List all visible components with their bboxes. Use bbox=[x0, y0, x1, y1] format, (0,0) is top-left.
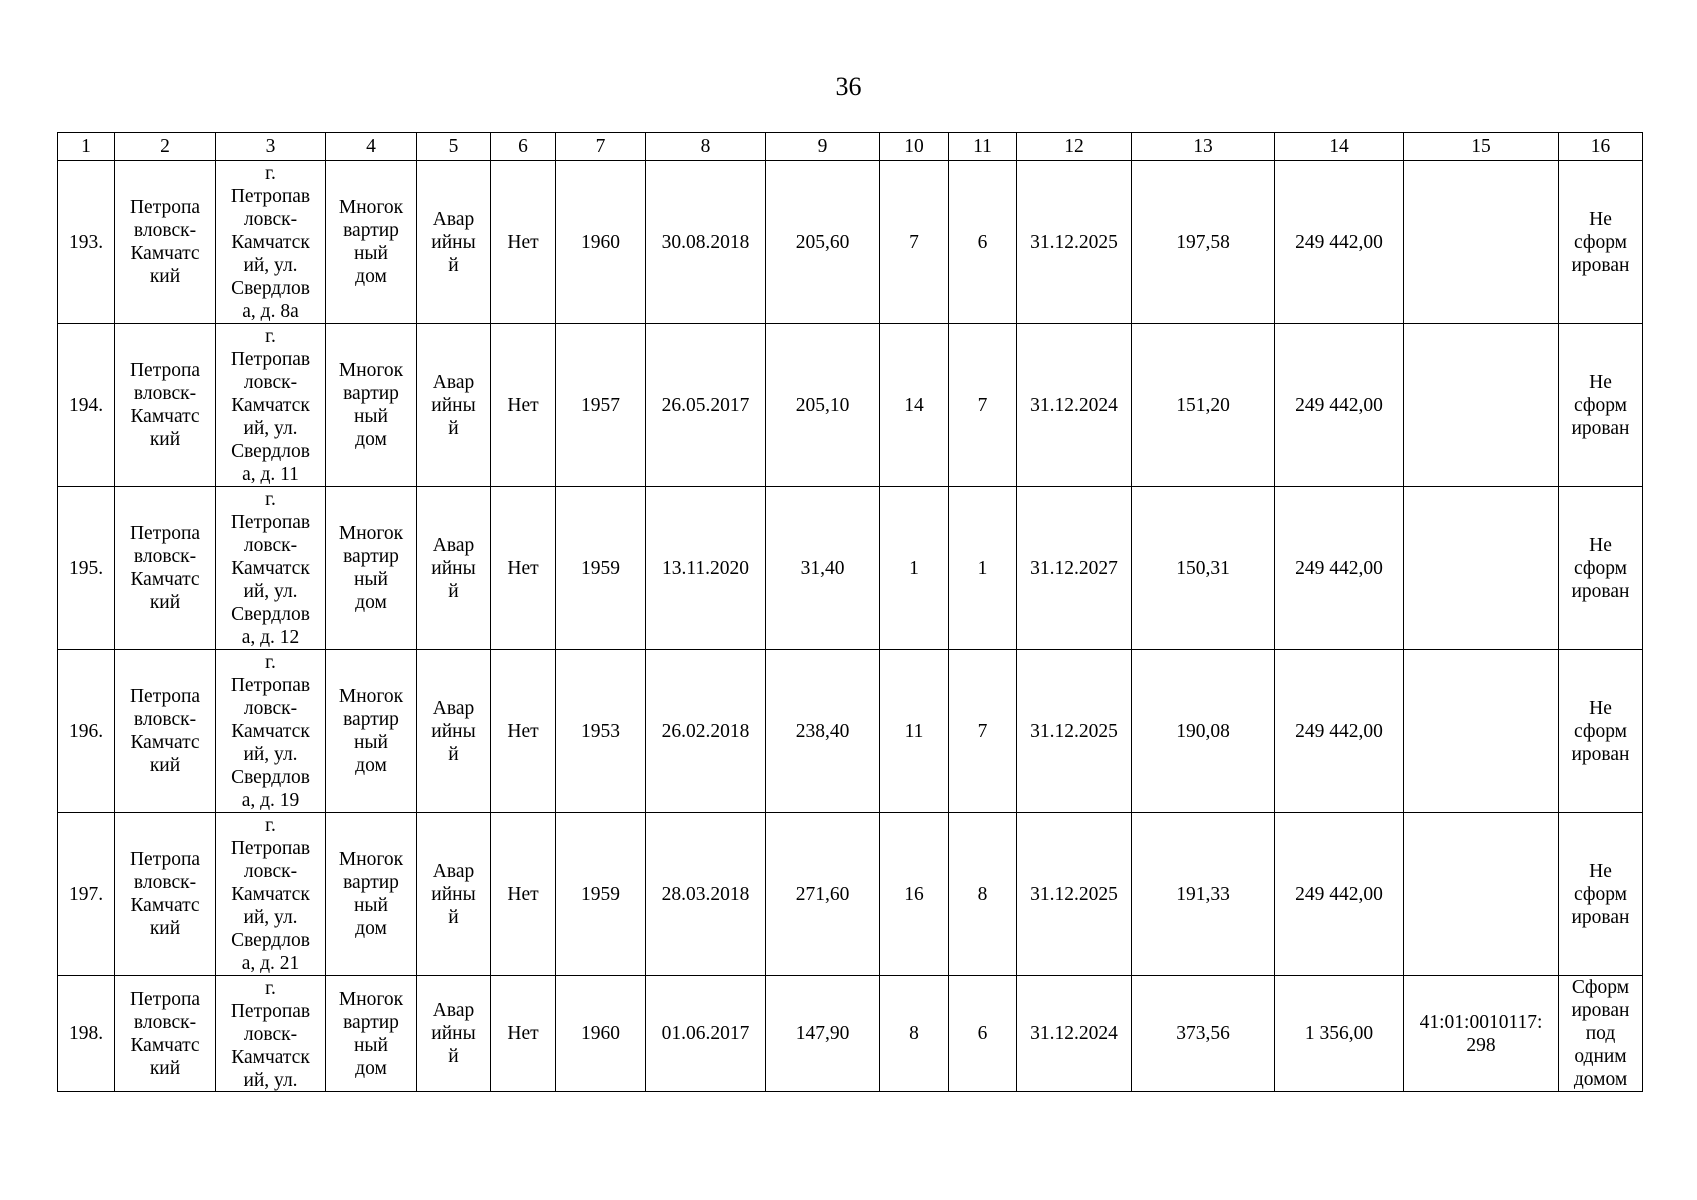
address-cell bbox=[216, 976, 326, 1092]
text-line: вловск- bbox=[133, 546, 197, 567]
address-cell bbox=[216, 324, 326, 487]
year-cell: 1959 bbox=[556, 813, 646, 976]
premises-cell: 6 bbox=[949, 161, 1017, 324]
value-13-cell: 150,31 bbox=[1132, 487, 1275, 650]
text-line: Не bbox=[1589, 860, 1612, 882]
text-line: Камчатск bbox=[231, 721, 310, 742]
premises-cell: 1 bbox=[949, 487, 1017, 650]
text-line: вартир bbox=[343, 383, 399, 404]
condition-status-cell bbox=[417, 324, 491, 487]
row-number-cell: 194. bbox=[58, 324, 115, 487]
text-line: Многок bbox=[338, 686, 404, 707]
text-line: й bbox=[448, 743, 459, 765]
text-line: дом bbox=[355, 266, 387, 287]
table-body bbox=[58, 133, 1643, 1092]
value-13-cell: 197,58 bbox=[1132, 161, 1275, 324]
building-type-cell bbox=[326, 487, 417, 650]
text-line: ирован bbox=[1571, 906, 1630, 928]
building-type-cell bbox=[326, 161, 417, 324]
text-line: вартир bbox=[343, 709, 399, 730]
land-status-cell bbox=[1559, 650, 1643, 813]
text-line: ный bbox=[354, 243, 388, 264]
housing-registry-table bbox=[57, 132, 1643, 1092]
text-line: Камчатс bbox=[130, 569, 200, 590]
text-line: Авар bbox=[432, 860, 475, 882]
text-line: Камчатс bbox=[130, 732, 200, 753]
column-number: 7 bbox=[556, 133, 646, 161]
text-line: кий bbox=[149, 918, 181, 939]
condition-status-cell bbox=[417, 650, 491, 813]
text-line: вартир bbox=[343, 220, 399, 241]
recognition-date-cell: 26.05.2017 bbox=[646, 324, 766, 487]
residents-cell: 11 bbox=[880, 650, 949, 813]
text-line: ий, ул. bbox=[243, 907, 298, 928]
value-14-cell: 249 442,00 bbox=[1275, 650, 1404, 813]
cadastre-cell bbox=[1404, 650, 1559, 813]
row-number-cell: 198. bbox=[58, 976, 115, 1092]
resettlement-date-cell: 31.12.2025 bbox=[1017, 650, 1132, 813]
column-number: 3 bbox=[216, 133, 326, 161]
cadastre-cell bbox=[1404, 813, 1559, 976]
text-line: кий bbox=[149, 592, 181, 613]
value-14-cell: 249 442,00 bbox=[1275, 324, 1404, 487]
text-line: ный bbox=[354, 569, 388, 590]
column-number: 11 bbox=[949, 133, 1017, 161]
flag-cell: Нет bbox=[491, 487, 556, 650]
premises-cell: 7 bbox=[949, 650, 1017, 813]
text-line: Многок bbox=[338, 360, 404, 381]
text-line: ирован bbox=[1571, 417, 1630, 439]
building-type-cell bbox=[326, 324, 417, 487]
recognition-date-cell: 28.03.2018 bbox=[646, 813, 766, 976]
column-number: 6 bbox=[491, 133, 556, 161]
text-line: Петропа bbox=[129, 686, 201, 707]
table-row bbox=[58, 324, 1643, 487]
text-line: а, д. 19 bbox=[241, 790, 300, 811]
cadastre-cell bbox=[1404, 487, 1559, 650]
text-line: Камчатск bbox=[231, 558, 310, 579]
area-cell: 205,10 bbox=[766, 324, 880, 487]
text-line: ий, ул. bbox=[243, 1069, 298, 1091]
year-cell: 1957 bbox=[556, 324, 646, 487]
text-line: ловск- bbox=[243, 372, 298, 393]
table-row bbox=[58, 650, 1643, 813]
text-line: дом bbox=[355, 1057, 387, 1079]
text-line: Авар bbox=[432, 1000, 475, 1021]
column-number: 16 bbox=[1559, 133, 1643, 161]
text-line: Петропа bbox=[129, 197, 201, 218]
text-line: кий bbox=[149, 755, 181, 776]
page-number: 36 bbox=[835, 72, 862, 101]
text-line: Камчатс bbox=[130, 406, 200, 427]
recognition-date-cell: 26.02.2018 bbox=[646, 650, 766, 813]
text-line: Авар bbox=[432, 371, 475, 393]
text-line: й bbox=[448, 580, 459, 602]
residents-cell: 14 bbox=[880, 324, 949, 487]
column-number: 5 bbox=[417, 133, 491, 161]
address-cell bbox=[216, 487, 326, 650]
residents-cell: 7 bbox=[880, 161, 949, 324]
text-line: кий bbox=[149, 1057, 181, 1079]
text-line: ирован bbox=[1571, 1000, 1630, 1021]
table-row bbox=[58, 976, 1643, 1092]
text-line: ирован bbox=[1571, 254, 1630, 276]
text-line: Сформ bbox=[1571, 977, 1630, 998]
recognition-date-cell: 01.06.2017 bbox=[646, 976, 766, 1092]
text-line: ийны bbox=[431, 883, 476, 905]
text-line: Свердлов bbox=[231, 604, 310, 625]
text-line: ий, ул. bbox=[243, 255, 298, 276]
text-line: кий bbox=[149, 429, 181, 450]
text-line: ий, ул. bbox=[243, 418, 298, 439]
flag-cell: Нет bbox=[491, 161, 556, 324]
text-line: Камчатск bbox=[231, 232, 310, 253]
text-line: сформ bbox=[1573, 394, 1628, 416]
residents-cell: 1 bbox=[880, 487, 949, 650]
land-status-cell bbox=[1559, 161, 1643, 324]
column-number: 4 bbox=[326, 133, 417, 161]
land-status-cell bbox=[1559, 324, 1643, 487]
text-line: дом bbox=[355, 755, 387, 776]
text-line: а, д. 21 bbox=[241, 953, 300, 974]
text-line: 41:01:0010117: bbox=[1419, 1011, 1543, 1033]
building-type-cell bbox=[326, 976, 417, 1092]
text-line: дом bbox=[355, 918, 387, 939]
text-line: Петропа bbox=[129, 988, 201, 1010]
text-line: Свердлов bbox=[231, 278, 310, 299]
text-line: ий, ул. bbox=[243, 744, 298, 765]
text-line: вартир bbox=[343, 546, 399, 567]
premises-cell: 6 bbox=[949, 976, 1017, 1092]
text-line: вартир bbox=[343, 1011, 399, 1033]
value-14-cell: 1 356,00 bbox=[1275, 976, 1404, 1092]
cadastre-cell bbox=[1404, 324, 1559, 487]
value-13-cell: 373,56 bbox=[1132, 976, 1275, 1092]
text-line: ный bbox=[354, 732, 388, 753]
text-line: ийны bbox=[431, 394, 476, 416]
resettlement-date-cell: 31.12.2027 bbox=[1017, 487, 1132, 650]
condition-status-cell bbox=[417, 813, 491, 976]
cadastre-cell bbox=[1404, 161, 1559, 324]
recognition-date-cell: 30.08.2018 bbox=[646, 161, 766, 324]
text-line: а, д. 11 bbox=[242, 464, 299, 485]
text-line: Петропав bbox=[230, 512, 311, 533]
text-line: ловск- bbox=[243, 698, 298, 719]
column-number: 8 bbox=[646, 133, 766, 161]
condition-status-cell bbox=[417, 161, 491, 324]
recognition-date-cell: 13.11.2020 bbox=[646, 487, 766, 650]
area-cell: 147,90 bbox=[766, 976, 880, 1092]
text-line: ийны bbox=[431, 720, 476, 742]
text-line: Авар bbox=[432, 208, 475, 230]
flag-cell: Нет bbox=[491, 324, 556, 487]
text-line: сформ bbox=[1573, 720, 1628, 742]
table-row bbox=[58, 161, 1643, 324]
text-line: Петропав bbox=[230, 1000, 311, 1022]
column-number-row bbox=[58, 133, 1643, 161]
column-number: 13 bbox=[1132, 133, 1275, 161]
text-line: й bbox=[448, 1046, 459, 1067]
text-line: Свердлов bbox=[231, 441, 310, 462]
column-number: 1 bbox=[58, 133, 115, 161]
text-line: ловск- bbox=[243, 209, 298, 230]
text-line: г. bbox=[265, 163, 276, 184]
text-line: г. bbox=[265, 489, 276, 510]
residents-cell: 16 bbox=[880, 813, 949, 976]
text-line: г. bbox=[265, 815, 276, 836]
building-type-cell bbox=[326, 813, 417, 976]
text-line: ийны bbox=[431, 1023, 476, 1044]
text-line: сформ bbox=[1573, 557, 1628, 579]
text-line: сформ bbox=[1573, 231, 1628, 253]
text-line: ный bbox=[354, 406, 388, 427]
land-status-cell bbox=[1559, 487, 1643, 650]
flag-cell: Нет bbox=[491, 650, 556, 813]
column-number: 10 bbox=[880, 133, 949, 161]
text-line: вловск- bbox=[133, 1011, 197, 1033]
text-line: Авар bbox=[432, 534, 475, 556]
column-number: 9 bbox=[766, 133, 880, 161]
resettlement-date-cell: 31.12.2024 bbox=[1017, 976, 1132, 1092]
text-line: Петропав bbox=[230, 349, 311, 370]
column-number: 14 bbox=[1275, 133, 1404, 161]
text-line: Камчатск bbox=[231, 884, 310, 905]
flag-cell: Нет bbox=[491, 813, 556, 976]
row-number-cell: 197. bbox=[58, 813, 115, 976]
text-line: Авар bbox=[432, 697, 475, 719]
city-cell bbox=[115, 161, 216, 324]
text-line: Не bbox=[1589, 534, 1612, 556]
text-line: сформ bbox=[1573, 883, 1628, 905]
resettlement-date-cell: 31.12.2025 bbox=[1017, 161, 1132, 324]
text-line: й bbox=[448, 906, 459, 928]
area-cell: 31,40 bbox=[766, 487, 880, 650]
address-cell bbox=[216, 813, 326, 976]
text-line: ий, ул. bbox=[243, 581, 298, 602]
area-cell: 205,60 bbox=[766, 161, 880, 324]
text-line: Камчатс bbox=[130, 243, 200, 264]
column-number: 12 bbox=[1017, 133, 1132, 161]
text-line: под bbox=[1585, 1023, 1616, 1044]
city-cell bbox=[115, 487, 216, 650]
value-14-cell: 249 442,00 bbox=[1275, 487, 1404, 650]
city-cell bbox=[115, 324, 216, 487]
condition-status-cell bbox=[417, 487, 491, 650]
text-line: г. bbox=[265, 326, 276, 347]
text-line: ирован bbox=[1571, 580, 1630, 602]
area-cell: 271,60 bbox=[766, 813, 880, 976]
text-line: Петропав bbox=[230, 838, 311, 859]
row-number-cell: 196. bbox=[58, 650, 115, 813]
text-line: г. bbox=[265, 652, 276, 673]
text-line: вловск- bbox=[133, 220, 197, 241]
row-number-cell: 195. bbox=[58, 487, 115, 650]
text-line: дом bbox=[355, 429, 387, 450]
value-13-cell: 190,08 bbox=[1132, 650, 1275, 813]
land-status-cell bbox=[1559, 976, 1643, 1092]
flag-cell: Нет bbox=[491, 976, 556, 1092]
resettlement-date-cell: 31.12.2025 bbox=[1017, 813, 1132, 976]
text-line: й bbox=[448, 254, 459, 276]
year-cell: 1959 bbox=[556, 487, 646, 650]
value-14-cell: 249 442,00 bbox=[1275, 161, 1404, 324]
premises-cell: 8 bbox=[949, 813, 1017, 976]
text-line: Многок bbox=[338, 849, 404, 870]
condition-status-cell bbox=[417, 976, 491, 1092]
value-13-cell: 151,20 bbox=[1132, 324, 1275, 487]
cadastre-cell bbox=[1404, 976, 1559, 1092]
table-row bbox=[58, 813, 1643, 976]
text-line: Многок bbox=[338, 197, 404, 218]
text-line: г. bbox=[265, 977, 276, 999]
text-line: 298 bbox=[1466, 1034, 1496, 1056]
row-number-cell: 193. bbox=[58, 161, 115, 324]
text-line: ирован bbox=[1571, 743, 1630, 765]
text-line: дом bbox=[355, 592, 387, 613]
text-line: одним bbox=[1574, 1046, 1627, 1067]
building-type-cell bbox=[326, 650, 417, 813]
text-line: а, д. 12 bbox=[241, 627, 300, 648]
column-number: 2 bbox=[115, 133, 216, 161]
text-line: Не bbox=[1589, 697, 1612, 719]
city-cell bbox=[115, 813, 216, 976]
table-row bbox=[58, 487, 1643, 650]
text-line: Свердлов bbox=[231, 930, 310, 951]
year-cell: 1960 bbox=[556, 161, 646, 324]
text-line: Не bbox=[1589, 208, 1612, 230]
text-line: Камчатск bbox=[231, 395, 310, 416]
text-line: Не bbox=[1589, 371, 1612, 393]
text-line: Многок bbox=[338, 523, 404, 544]
text-line: Камчатс bbox=[130, 895, 200, 916]
area-cell: 238,40 bbox=[766, 650, 880, 813]
column-number: 15 bbox=[1404, 133, 1559, 161]
text-line: ловск- bbox=[243, 1023, 298, 1045]
text-line: Многок bbox=[338, 988, 404, 1010]
city-cell bbox=[115, 650, 216, 813]
city-cell bbox=[115, 976, 216, 1092]
text-line: ный bbox=[354, 895, 388, 916]
text-line: Свердлов bbox=[231, 767, 310, 788]
text-line: Петропа bbox=[129, 360, 201, 381]
land-status-cell bbox=[1559, 813, 1643, 976]
text-line: ловск- bbox=[243, 861, 298, 882]
text-line: вловск- bbox=[133, 709, 197, 730]
text-line: Петропав bbox=[230, 186, 311, 207]
text-line: ийны bbox=[431, 231, 476, 253]
text-line: кий bbox=[149, 266, 181, 287]
text-line: а, д. 8а bbox=[242, 301, 299, 322]
residents-cell: 8 bbox=[880, 976, 949, 1092]
premises-cell: 7 bbox=[949, 324, 1017, 487]
year-cell: 1960 bbox=[556, 976, 646, 1092]
value-13-cell: 191,33 bbox=[1132, 813, 1275, 976]
text-line: вартир bbox=[343, 872, 399, 893]
text-line: Петропа bbox=[129, 849, 201, 870]
text-line: Петропав bbox=[230, 675, 311, 696]
text-line: й bbox=[448, 417, 459, 439]
text-line: Камчатск bbox=[231, 1046, 310, 1068]
text-line: ный bbox=[354, 1034, 388, 1056]
text-line: ловск- bbox=[243, 535, 298, 556]
resettlement-date-cell: 31.12.2024 bbox=[1017, 324, 1132, 487]
text-line: вловск- bbox=[133, 383, 197, 404]
text-line: ийны bbox=[431, 557, 476, 579]
year-cell: 1953 bbox=[556, 650, 646, 813]
text-line: домом bbox=[1573, 1069, 1628, 1090]
address-cell bbox=[216, 161, 326, 324]
value-14-cell: 249 442,00 bbox=[1275, 813, 1404, 976]
text-line: вловск- bbox=[133, 872, 197, 893]
text-line: Камчатс bbox=[130, 1034, 200, 1056]
text-line: Петропа bbox=[129, 523, 201, 544]
address-cell bbox=[216, 650, 326, 813]
